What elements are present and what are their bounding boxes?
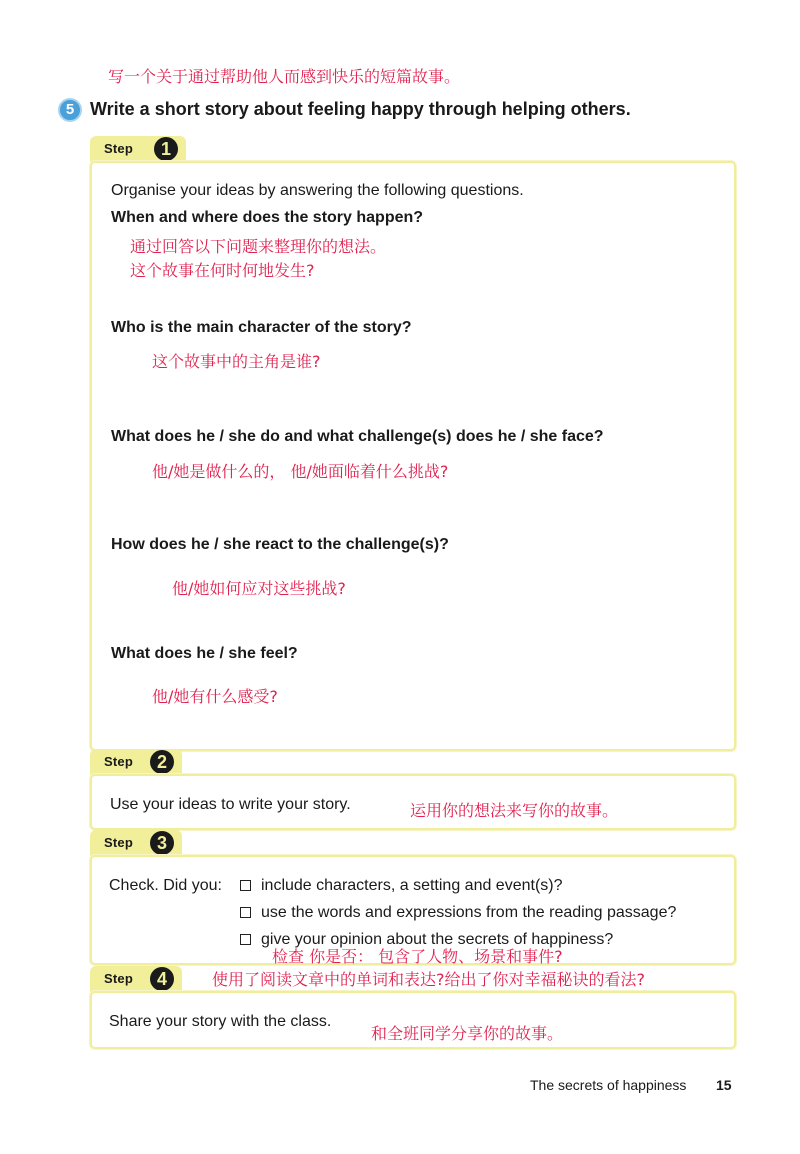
page-number: 15 (716, 1077, 732, 1093)
footer-title: The secrets of happiness (530, 1077, 687, 1093)
question-1: When and where does the story happen? (111, 209, 424, 226)
checklist-item-2-text: use the words and expressions from the reading passage? (261, 904, 677, 921)
question-4-zh: 他/她如何应对这些挑战? (172, 579, 346, 598)
question-1-zh: 这个故事在何时何地发生? (130, 261, 315, 280)
question-3: What does he / she do and what challenge(s) does he / she face? (111, 428, 604, 445)
step-2-text: Use your ideas to write your story. (110, 796, 351, 813)
step-4-zh: 和全班同学分享你的故事。 (371, 1024, 564, 1043)
question-2-zh: 这个故事中的主角是谁? (152, 352, 321, 371)
question-2: Who is the main character of the story? (111, 319, 412, 336)
step-3-zh-line-1: 检查 你是否： 包含了人物、场景和事件? (272, 947, 563, 966)
step-1-intro: Organise your ideas by answering the following questions. (111, 182, 524, 199)
step-4-number: 4 (150, 967, 174, 991)
step-1-label: Step (104, 141, 133, 156)
checkbox-icon[interactable] (240, 934, 251, 945)
step-1-intro-zh: 通过回答以下问题来整理你的想法。 (130, 237, 387, 256)
question-5-zh: 他/她有什么感受? (152, 687, 278, 706)
step-4-label: Step (104, 971, 133, 986)
chinese-title: 写一个关于通过帮助他人而感到快乐的短篇故事。 (108, 67, 461, 86)
step-3-lead: Check. Did you: (109, 877, 222, 894)
step-2-zh: 运用你的想法来写你的故事。 (410, 801, 619, 820)
step-2-tab (90, 749, 182, 775)
checkbox-icon[interactable] (240, 907, 251, 918)
step-3-tab (90, 830, 182, 856)
step-4-text: Share your story with the class. (109, 1013, 332, 1030)
task-number-badge: 5 (58, 98, 82, 122)
question-3-zh: 他/她是做什么的， 他/她面临着什么挑战? (152, 462, 449, 481)
checklist-item-1 (240, 877, 563, 895)
checkbox-icon[interactable] (240, 880, 251, 891)
checklist-item-2 (240, 904, 676, 922)
step-1-number: 1 (154, 137, 178, 161)
step-2-number: 2 (150, 750, 174, 774)
step-2-label: Step (104, 754, 133, 769)
checklist-item-1-text: include characters, a setting and event(s)? (261, 877, 563, 894)
step-4-tab (90, 966, 182, 992)
checklist-item-3-text: give your opinion about the secrets of happiness? (261, 931, 614, 948)
question-4: How does he / she react to the challenge(s)? (111, 536, 449, 553)
step-3-zh-line-2: 使用了阅读文章中的单词和表达?给出了你对幸福秘诀的看法? (212, 970, 645, 989)
task-title: Write a short story about feeling happy through helping others. (90, 99, 631, 119)
question-5: What does he / she feel? (111, 645, 298, 662)
step-3-label: Step (104, 835, 133, 850)
step-1-tab (90, 136, 186, 162)
step-3-number: 3 (150, 831, 174, 855)
